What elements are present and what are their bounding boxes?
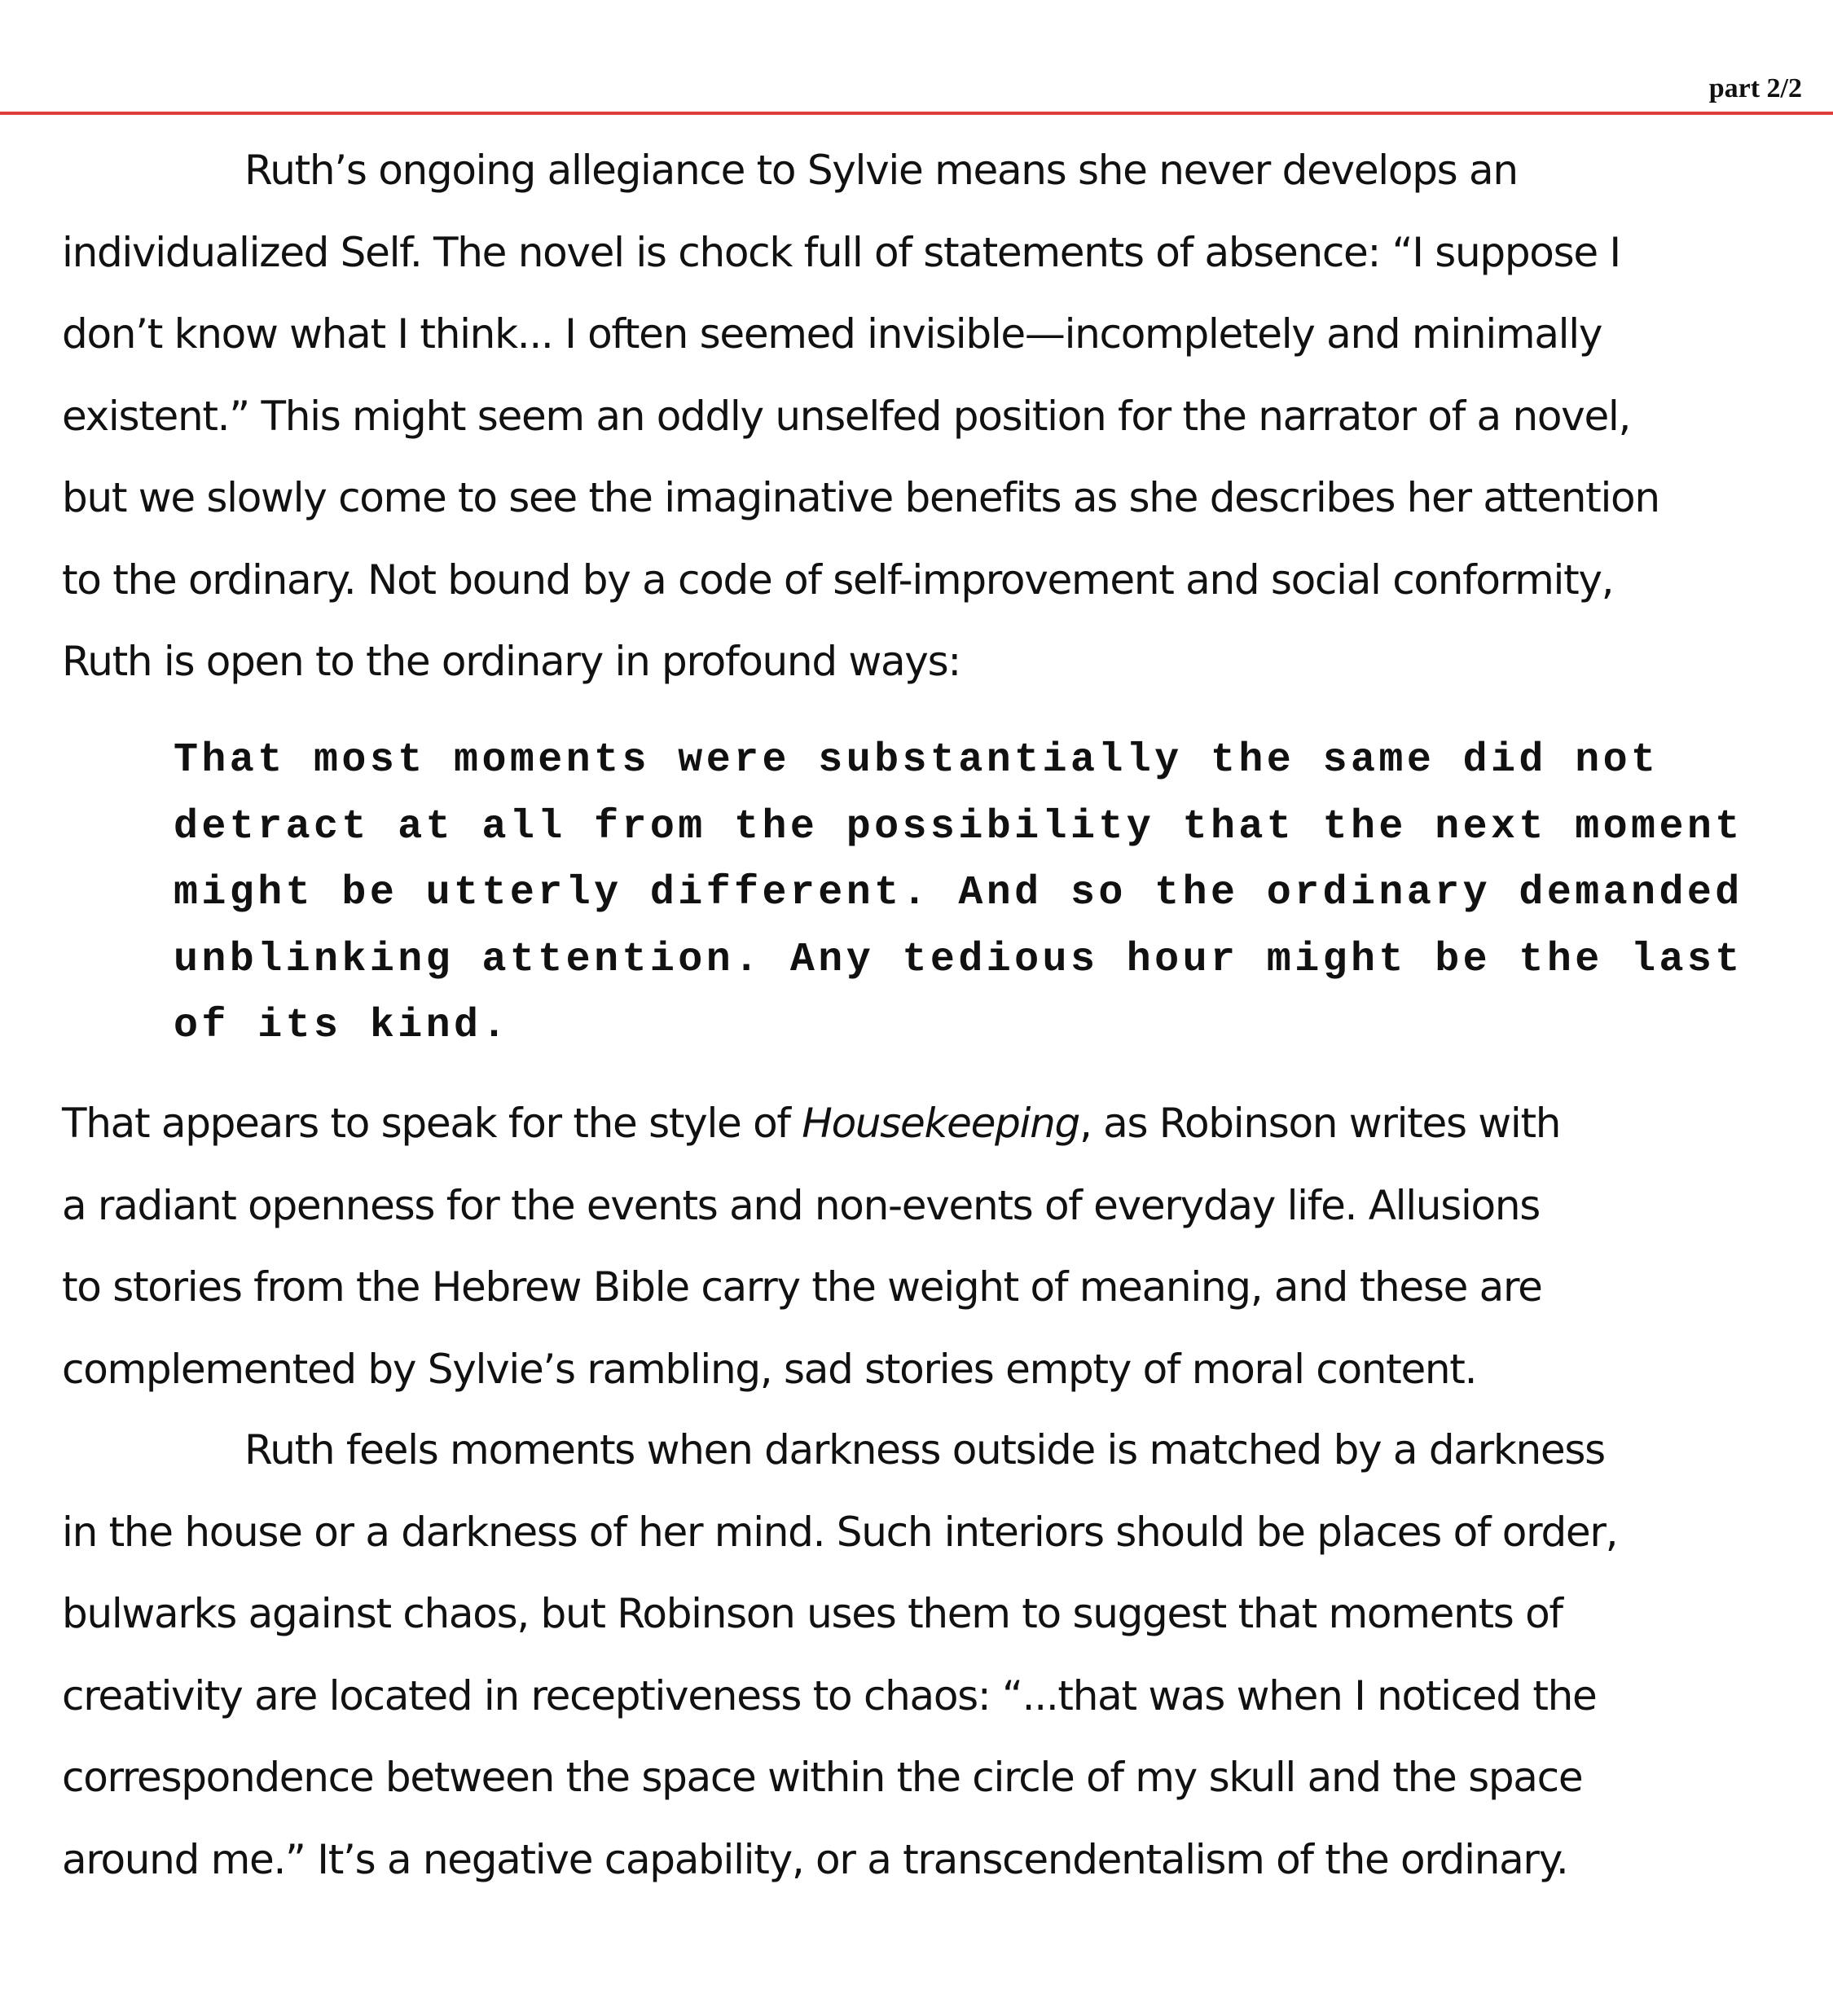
paragraph-3	[62, 1409, 1805, 1900]
paragraph-2	[62, 1083, 1805, 1410]
header-rule	[0, 112, 1833, 115]
paragraph-line: existent.” This might seem an oddly unselfed position for the narrator of a novel,	[62, 392, 1631, 440]
quote-line: That most moments were substantially the same did not	[174, 737, 1659, 784]
paragraph-line: individualized Self. The novel is chock full of statements of absence: “I suppose I	[62, 228, 1620, 276]
page-label: part 2/2	[1708, 73, 1802, 103]
paragraph-line: to stories from the Hebrew Bible carry the weight of meaning, and these are	[62, 1263, 1542, 1311]
paragraph-line: to the ordinary. Not bound by a code of self-improvement and social conformity,	[62, 556, 1614, 604]
quote-line: unblinking attention. Any tedious hour might be the last	[174, 936, 1743, 983]
paragraph-line: creativity are located in receptiveness to chaos: “...that was when I noticed the	[62, 1671, 1597, 1720]
text-run: That appears to speak for the style of	[62, 1100, 802, 1147]
text-run: , as Robinson writes with	[1079, 1100, 1561, 1147]
paragraph-line: correspondence between the space within the circle of my skull and the space	[62, 1754, 1583, 1801]
paragraph-line: a radiant openness for the events and non-events of everyday life. Allusions	[62, 1181, 1540, 1229]
block-quote	[174, 727, 1743, 1060]
paragraph-line: Ruth feels moments when darkness outside is matched by a darkness	[244, 1426, 1605, 1474]
quote-line: detract at all from the possibility that the next moment	[174, 803, 1743, 850]
paragraph-line: Ruth’s ongoing allegiance to Sylvie means she never develops an	[244, 147, 1518, 194]
paragraph-line: Ruth is open to the ordinary in profound ways:	[62, 638, 960, 685]
paragraph-line: don’t know what I think... I often seemed invisible—incompletely and minimally	[62, 310, 1602, 358]
paragraph-1	[62, 130, 1805, 703]
book-title: Housekeeping	[802, 1100, 1079, 1147]
quote-line: might be utterly different. And so the ordinary demanded	[174, 870, 1743, 916]
paragraph-line: complemented by Sylvie’s rambling, sad stories empty of moral content.	[62, 1345, 1477, 1393]
paragraph-line	[62, 1083, 1805, 1165]
paragraph-line: bulwarks against chaos, but Robinson uses them to suggest that moments of	[62, 1590, 1563, 1637]
quote-line: of its kind.	[174, 1003, 510, 1049]
paragraph-line: around me.” It’s a negative capability, or a transcendentalism of the ordinary.	[62, 1835, 1568, 1883]
paragraph-line: but we slowly come to see the imaginative benefits as she describes her attention	[62, 474, 1659, 521]
paragraph-line: in the house or a darkness of her mind. Such interiors should be places of order,	[62, 1508, 1618, 1556]
